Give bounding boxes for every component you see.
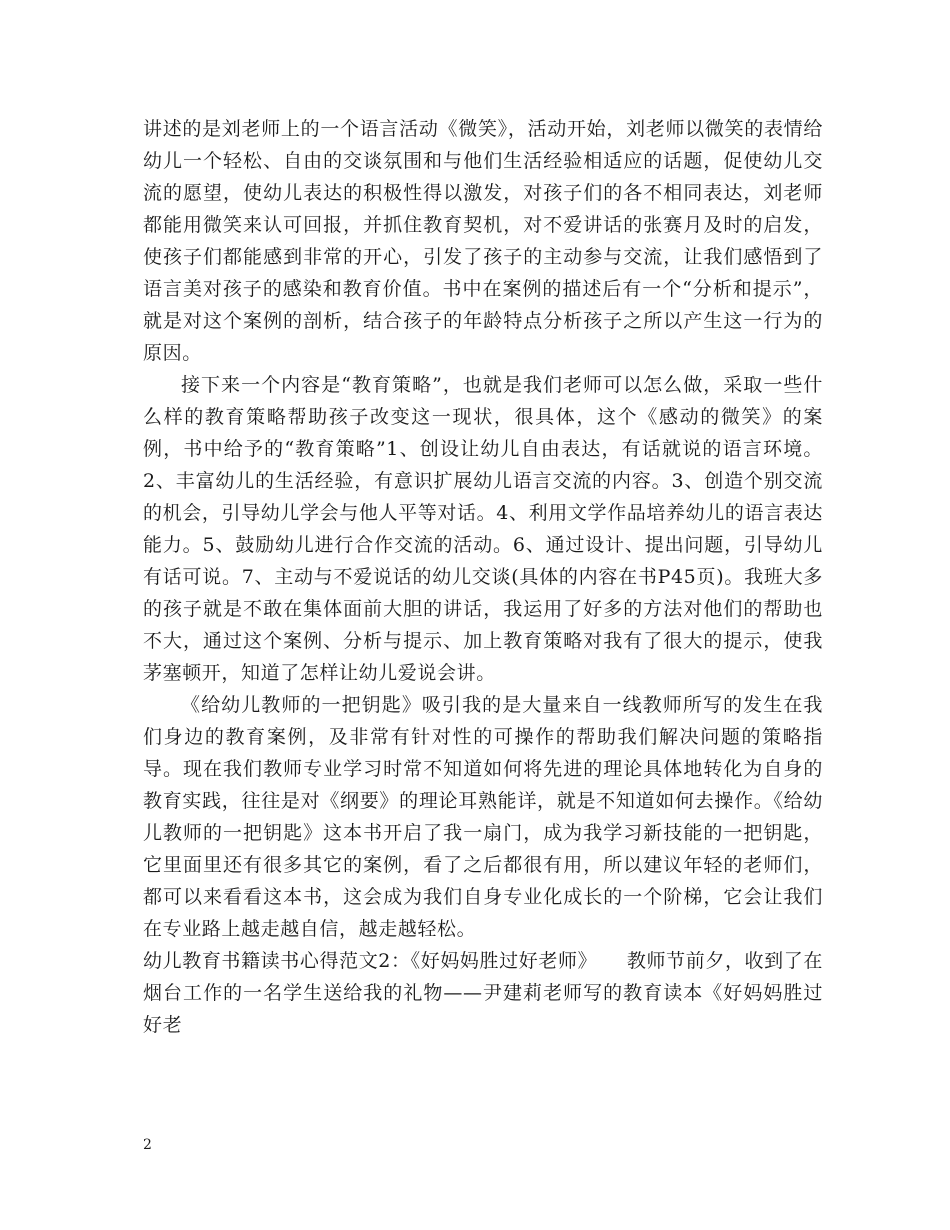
paragraph-case-description: 讲述的是刘老师上的一个语言活动《微笑》，活动开始，刘老师以微笑的表情给幼儿一个轻松、自由的交谈氛围和与他们生活经验相适应的话题，促使幼儿交流的愿望，使幼儿表达的积极性得以激发，对孩子们的各不相同表达，刘老师都能用微笑来认可回报，并抓住教育契机，对不爱讲话的张赛月及时的启发，使孩子们都能感到非常的开心，引发了孩子的主动参与交流，让我们感悟到了语言美对孩子的感染和教育价值。书中在案例的描述后有一个“分析和提示”，就是对这个案例的剖析，结合孩子的年龄特点分析孩子之所以产生这一行为的原因。	[143, 118, 823, 364]
paragraph-essay-2-intro: 幼儿教育书籍读书心得范文2：《好妈妈胜过好老师》 教师节前夕，收到了在烟台工作的一名学生送给我的礼物——尹建莉老师写的教育读本《好妈妈胜过好老	[143, 950, 823, 1036]
paragraph-education-strategy: 接下来一个内容是“教育策略”，也就是我们老师可以怎么做，采取一些什么样的教育策略帮助孩子改变这一现状，很具体，这个《感动的微笑》的案例，书中给予的“教育策略”1、创设让幼儿自由表达，有话就说的语言环境。2、丰富幼儿的生活经验，有意识扩展幼儿语言交流的内容。3、创造个别交流的机会，引导幼儿学会与他人平等对话。4、利用文学作品培养幼儿的语言表达能力。5、鼓励幼儿进行合作交流的活动。6、通过设计、提出问题，引导幼儿有话可说。7、主动与不爱说话的幼儿交谈(具体的内容在书P45页)。我班大多的孩子就是不敢在集体面前大胆的讲话，我运用了好多的方法对他们的帮助也不大，通过这个案例、分析与提示、加上教育策略对我有了很大的提示，使我茅塞顿开，知道了怎样让幼儿爱说会讲。	[143, 374, 823, 684]
document-body	[143, 113, 823, 1041]
page-number: 2	[143, 1137, 152, 1153]
paragraph-book-review: 《给幼儿教师的一把钥匙》吸引我的是大量来自一线教师所写的发生在我们身边的教育案例，及非常有针对性的可操作的帮助我们解决问题的策略指导。现在我们教师专业学习时常不知道如何将先进的理论具体地转化为自身的教育实践，往往是对《纲要》的理论耳熟能详，就是不知道如何去操作。《给幼儿教师的一把钥匙》这本书开启了我一扇门，成为我学习新技能的一把钥匙，它里面里还有很多其它的案例，看了之后都很有用，所以建议年轻的老师们，都可以来看看这本书，这会成为我们自身专业化成长的一个阶梯，它会让我们在专业路上越走越自信，越走越轻松。	[143, 694, 823, 940]
